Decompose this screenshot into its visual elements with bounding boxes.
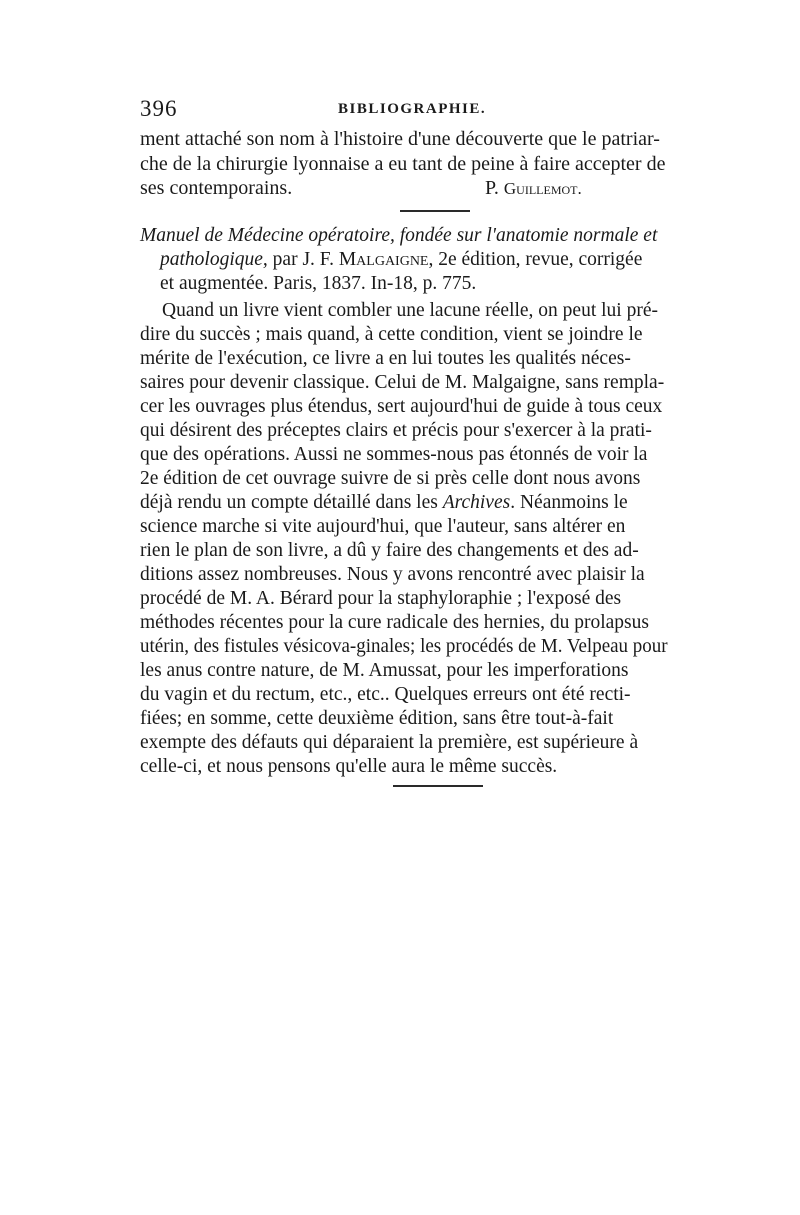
reference-by: par J. F. [267, 249, 339, 270]
separator-rule [400, 210, 470, 212]
body-line: 2e édition de cet ouvrage suivre de si près celle dont nous avons [140, 468, 641, 489]
signature-initial: P. [485, 177, 499, 199]
end-rule [393, 785, 483, 787]
body-line: exempte des défauts qui déparaient la première, est supérieure à [140, 732, 639, 753]
body-line [140, 492, 628, 514]
body-line: du vagin et du rectum, etc., etc.. Quelques erreurs ont été recti- [140, 684, 631, 705]
signature-name: Guillemot. [503, 179, 582, 198]
page-header [140, 96, 668, 126]
body-line: ditions assez nombreuses. Nous y avons rencontré avec plaisir la [140, 564, 645, 585]
body-line: rien le plan de son livre, a dû y faire des changements et des ad- [140, 540, 639, 561]
running-head: BIBLIOGRAPHIE. [338, 101, 487, 117]
body-line: que des opérations. Aussi ne sommes-nous pas étonnés de voir la [140, 444, 648, 465]
body-line: procédé de M. A. Bérard pour la staphyloraphie ; l'exposé des [140, 588, 622, 609]
body-line: celle-ci, et nous pensons qu'elle aura le même succès. [140, 756, 558, 777]
reference-line-1: Manuel de Médecine opératoire, fondée sur l'anatomie normale et [140, 225, 658, 246]
reference-line-3: et augmentée. Paris, 1837. In-18, p. 775. [160, 273, 477, 294]
reference-author: Malgaigne [338, 249, 429, 270]
body-line-9-end: . Néanmoins le [510, 492, 628, 513]
intro-line-1: ment attaché son nom à l'histoire d'une découverte que le patriar- [140, 128, 660, 150]
reference-edition: , 2e édition, revue, corrigée [428, 249, 643, 270]
body-line: mérite de l'exécution, ce livre a en lui toutes les qualités néces- [140, 348, 631, 369]
body-line: dire du succès ; mais quand, à cette condition, vient se joindre le [140, 324, 643, 345]
reference-line-2 [160, 249, 642, 271]
intro-line-3: ses contemporains. [140, 177, 293, 199]
signature [485, 177, 582, 200]
body-line: méthodes récentes pour la cure radicale des hernies, du prolapsus [140, 612, 649, 633]
body-line: qui désirent des préceptes clairs et précis pour s'exercer à la prati- [140, 420, 652, 441]
archives-title: Archives [442, 492, 511, 513]
body-line: cer les ouvrages plus étendus, sert aujourd'hui de guide à tous ceux [140, 396, 663, 417]
body-line: Quand un livre vient combler une lacune réelle, on peut lui pré- [162, 300, 658, 321]
body-line: utérin, des fistules vésicova-ginales; les procédés de M. Velpeau pour [140, 636, 668, 657]
body-line: les anus contre nature, de M. Amussat, pour les imperforations [140, 660, 629, 681]
reference-subtitle: pathologique, [160, 249, 268, 270]
body-line: fiées; en somme, cette deuxième édition, sans être tout-à-fait [140, 708, 614, 729]
intro-line-2: che de la chirurgie lyonnaise a eu tant de peine à faire accepter de [140, 153, 666, 175]
body-line: saires pour devenir classique. Celui de M. Malgaigne, sans rempla- [140, 372, 665, 393]
body-line: science marche si vite aujourd'hui, que l'auteur, sans altérer en [140, 516, 626, 537]
body-line-9-start: déjà rendu un compte détaillé dans les [140, 492, 438, 513]
page-number: 396 [140, 96, 178, 121]
